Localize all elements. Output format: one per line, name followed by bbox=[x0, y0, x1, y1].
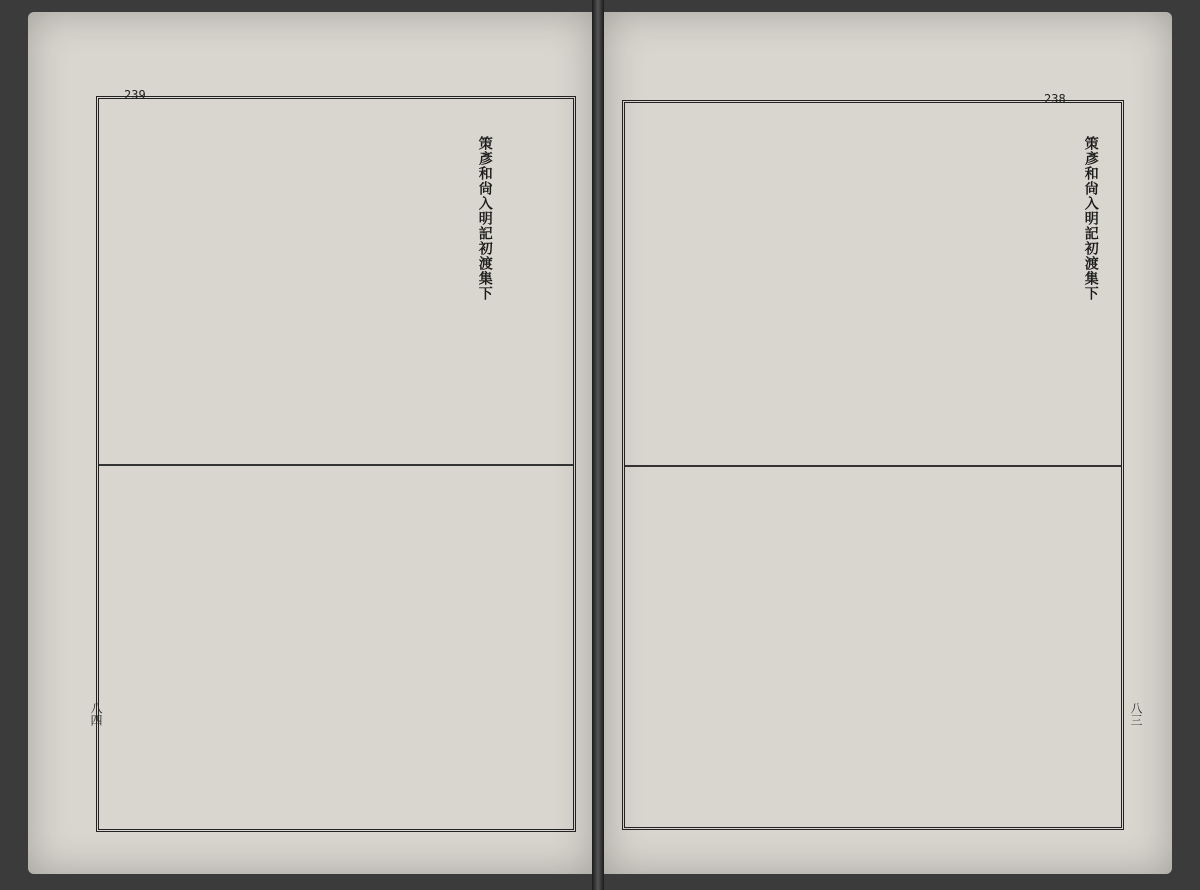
book-gutter bbox=[592, 0, 604, 890]
page-number-bottom: 八三 bbox=[1129, 702, 1143, 726]
divider-line bbox=[625, 465, 1121, 467]
running-title: 策彥和尙入明記初渡集下 bbox=[1082, 136, 1099, 301]
page-number-bottom: 八四 bbox=[89, 702, 103, 726]
divider-line bbox=[99, 464, 573, 466]
running-title: 策彥和尙入明記初渡集下 bbox=[476, 136, 493, 301]
text-block-upper bbox=[640, 122, 1070, 462]
text-block-upper bbox=[124, 122, 464, 462]
page-number-top: 238 bbox=[1044, 92, 1066, 106]
left-page bbox=[28, 12, 593, 874]
text-block-lower bbox=[640, 482, 1110, 802]
text-block-lower bbox=[116, 482, 536, 802]
page-number-top: 239 bbox=[124, 88, 146, 102]
right-page bbox=[604, 12, 1172, 874]
